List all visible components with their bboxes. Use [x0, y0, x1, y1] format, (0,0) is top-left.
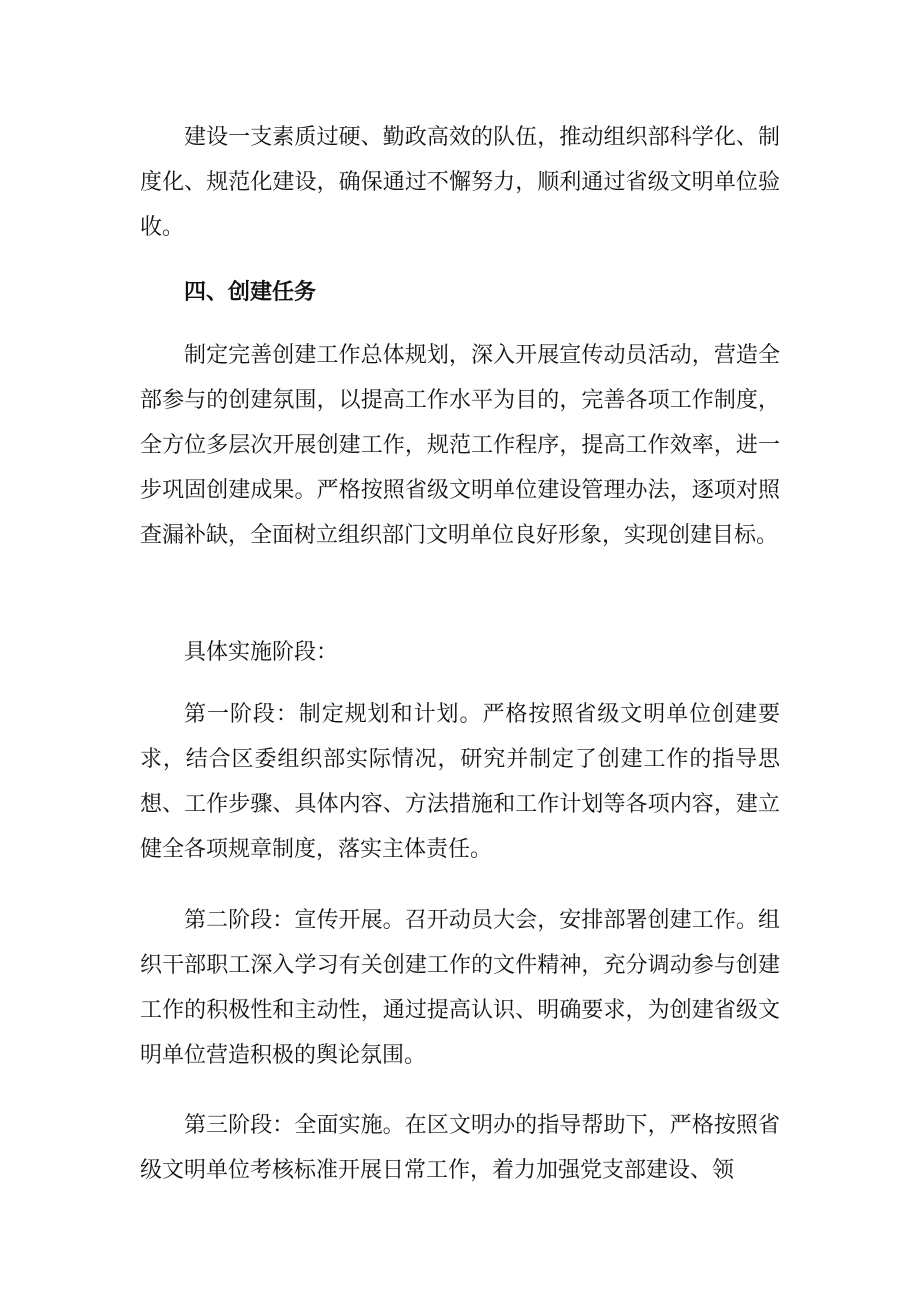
paragraph-implementation-stages-label	[140, 630, 780, 675]
paragraph-stage-one	[140, 692, 780, 872]
paragraph-text: 具体实施阶段：	[184, 640, 339, 665]
paragraph-team-building	[140, 115, 780, 250]
paragraph-text: 第一阶段：制定规划和计划。严格按照省级文明单位创建要求，结合区委组织部实际情况，研究并制定了创建工作的指导思想、工作步骤、具体内容、方法措施和工作计划等各项内容，建立健全各项规章制度，落实主体责任。	[140, 702, 780, 862]
paragraph-stage-two	[140, 898, 780, 1078]
paragraph-stage-three	[140, 1103, 780, 1193]
paragraph-text: 第二阶段：宣传开展。召开动员大会，安排部署创建工作。组织干部职工深入学习有关创建工作的文件精神，充分调动参与创建工作的积极性和主动性，通过提高认识、明确要求，为创建省级文明单位营造积极的舆论氛围。	[140, 908, 780, 1068]
paragraph-overall-plan	[140, 333, 780, 558]
paragraph-text: 制定完善创建工作总体规划，深入开展宣传动员活动，营造全部参与的创建氛围，以提高工作水平为目的，完善各项工作制度，全方位多层次开展创建工作，规范工作程序，提高工作效率，进一步巩固创建成果。严格按照省级文明单位建设管理办法，逐项对照查漏补缺，全面树立组织部门文明单位良好形象，实现创建目标。	[140, 343, 780, 548]
section-heading-text: 四、创建任务	[184, 280, 317, 305]
paragraph-text: 第三阶段：全面实施。在区文明办的指导帮助下，严格按照省级文明单位考核标准开展日常工作，着力加强党支部建设、领	[140, 1113, 780, 1183]
paragraph-text: 建设一支素质过硬、勤政高效的队伍，推动组织部科学化、制度化、规范化建设，确保通过不懈努力，顺利通过省级文明单位验收。	[140, 125, 780, 240]
section-heading-creation-tasks	[140, 270, 780, 315]
